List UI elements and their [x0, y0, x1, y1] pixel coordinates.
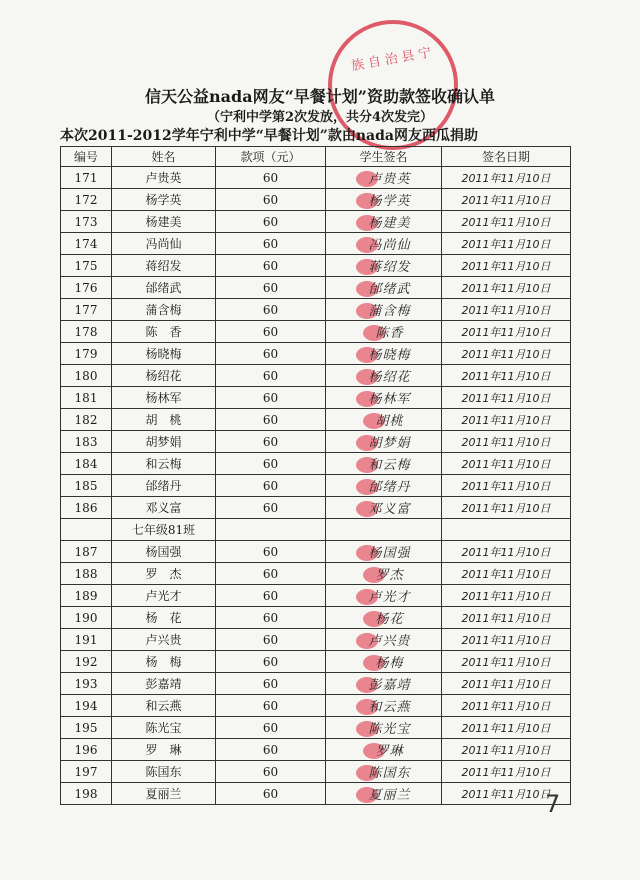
cell-number: 198	[61, 783, 112, 805]
class-section-row	[61, 519, 571, 541]
table-row	[61, 651, 571, 673]
signature-text: 邓义富	[368, 501, 411, 517]
table-row	[61, 541, 571, 563]
cell-sign-date: 2011年11月10日	[442, 365, 571, 387]
cell-number: 179	[61, 343, 112, 365]
cell-signature	[326, 783, 442, 805]
page-number: 7	[545, 790, 561, 818]
cell-name: 彭嘉靖	[112, 673, 216, 695]
table-header-row	[61, 147, 571, 167]
signature-text: 和云梅	[368, 457, 411, 473]
cell-amount: 60	[216, 585, 326, 607]
table-row	[61, 607, 571, 629]
cell-name: 七年级81班	[112, 519, 216, 541]
cell-sign-date: 2011年11月10日	[442, 497, 571, 519]
cell-signature	[326, 761, 442, 783]
signature-text: 陈光宝	[368, 721, 411, 737]
cell-amount: 60	[216, 541, 326, 563]
cell-amount: 60	[216, 717, 326, 739]
table-row	[61, 409, 571, 431]
cell-signature	[326, 211, 442, 233]
cell-signature	[326, 409, 442, 431]
table-row	[61, 431, 571, 453]
cell-number: 188	[61, 563, 112, 585]
cell-amount: 60	[216, 365, 326, 387]
cell-signature	[326, 255, 442, 277]
cell-sign-date: 2011年11月10日	[442, 629, 571, 651]
table-row	[61, 585, 571, 607]
cell-amount: 60	[216, 255, 326, 277]
signature-text: 和云燕	[368, 699, 411, 715]
cell-name: 邰绪丹	[112, 475, 216, 497]
cell-sign-date: 2011年11月10日	[442, 277, 571, 299]
header-sign-date: 签名日期	[442, 147, 571, 167]
signature-text: 胡桃	[375, 413, 404, 429]
signature-text: 陈香	[375, 325, 404, 341]
cell-name: 邓义富	[112, 497, 216, 519]
cell-sign-date: 2011年11月10日	[442, 167, 571, 189]
cell-signature	[326, 629, 442, 651]
cell-amount: 60	[216, 431, 326, 453]
signature-text: 蒋绍发	[368, 259, 411, 275]
cell-sign-date: 2011年11月10日	[442, 255, 571, 277]
cell-signature	[326, 651, 442, 673]
cell-sign-date: 2011年11月10日	[442, 761, 571, 783]
cell-signature	[326, 673, 442, 695]
cell-name: 卢兴贵	[112, 629, 216, 651]
cell-number	[61, 519, 112, 541]
cell-number: 182	[61, 409, 112, 431]
cell-sign-date: 2011年11月10日	[442, 673, 571, 695]
cell-name: 杨国强	[112, 541, 216, 563]
cell-signature	[326, 453, 442, 475]
table-row	[61, 277, 571, 299]
cell-sign-date: 2011年11月10日	[442, 431, 571, 453]
cell-amount: 60	[216, 189, 326, 211]
cell-name: 卢贵英	[112, 167, 216, 189]
cell-sign-date: 2011年11月10日	[442, 651, 571, 673]
cell-number: 195	[61, 717, 112, 739]
document-title: 信天公益nada网友“早餐计划”资助款签收确认单	[145, 87, 495, 106]
cell-signature	[326, 277, 442, 299]
cell-signature	[326, 387, 442, 409]
signature-text: 杨建美	[368, 215, 411, 231]
table-row	[61, 365, 571, 387]
cell-number: 177	[61, 299, 112, 321]
signature-text: 杨国强	[368, 545, 411, 561]
table-row	[61, 343, 571, 365]
cell-number: 192	[61, 651, 112, 673]
table-row	[61, 299, 571, 321]
cell-amount	[216, 519, 326, 541]
cell-sign-date: 2011年11月10日	[442, 189, 571, 211]
table-row	[61, 629, 571, 651]
cell-amount: 60	[216, 321, 326, 343]
cell-number: 174	[61, 233, 112, 255]
header-amount: 款项（元）	[216, 147, 326, 167]
cell-number: 173	[61, 211, 112, 233]
signature-text: 杨林军	[368, 391, 411, 407]
cell-signature	[326, 497, 442, 519]
table-row	[61, 497, 571, 519]
cell-number: 175	[61, 255, 112, 277]
table-row	[61, 167, 571, 189]
cell-number: 183	[61, 431, 112, 453]
cell-sign-date: 2011年11月10日	[442, 409, 571, 431]
table-row	[61, 673, 571, 695]
cell-sign-date	[442, 519, 571, 541]
cell-name: 夏丽兰	[112, 783, 216, 805]
signature-text: 冯尚仙	[368, 237, 411, 253]
cell-amount: 60	[216, 563, 326, 585]
cell-amount: 60	[216, 299, 326, 321]
cell-amount: 60	[216, 409, 326, 431]
cell-sign-date: 2011年11月10日	[442, 783, 571, 805]
table-row	[61, 475, 571, 497]
signature-text: 卢光才	[368, 589, 411, 605]
cell-name: 和云梅	[112, 453, 216, 475]
cell-amount: 60	[216, 607, 326, 629]
cell-sign-date: 2011年11月10日	[442, 585, 571, 607]
cell-name: 罗 琳	[112, 739, 216, 761]
cell-sign-date: 2011年11月10日	[442, 695, 571, 717]
cell-name: 杨绍花	[112, 365, 216, 387]
cell-signature	[326, 475, 442, 497]
table-row	[61, 717, 571, 739]
cell-signature	[326, 189, 442, 211]
cell-name: 杨 花	[112, 607, 216, 629]
signature-text: 陈国东	[368, 765, 411, 781]
cell-name: 胡 桃	[112, 409, 216, 431]
cell-number: 171	[61, 167, 112, 189]
cell-sign-date: 2011年11月10日	[442, 739, 571, 761]
cell-sign-date: 2011年11月10日	[442, 211, 571, 233]
cell-signature	[326, 585, 442, 607]
cell-signature	[326, 233, 442, 255]
signature-text: 夏丽兰	[368, 787, 411, 803]
cell-amount: 60	[216, 475, 326, 497]
cell-name: 蒲含梅	[112, 299, 216, 321]
donation-caption: 本次2011-2012学年宁利中学“早餐计划”款由nada网友西瓜捐助	[60, 128, 478, 144]
signature-text: 杨学英	[368, 193, 411, 209]
cell-amount: 60	[216, 233, 326, 255]
header-name: 姓名	[112, 147, 216, 167]
cell-amount: 60	[216, 761, 326, 783]
cell-amount: 60	[216, 629, 326, 651]
cell-amount: 60	[216, 497, 326, 519]
cell-name: 杨建美	[112, 211, 216, 233]
cell-sign-date: 2011年11月10日	[442, 233, 571, 255]
cell-signature	[326, 739, 442, 761]
cell-number: 193	[61, 673, 112, 695]
cell-number: 178	[61, 321, 112, 343]
cell-name: 卢光才	[112, 585, 216, 607]
cell-signature	[326, 365, 442, 387]
cell-signature	[326, 563, 442, 585]
cell-number: 196	[61, 739, 112, 761]
header-signature: 学生签名	[326, 147, 442, 167]
cell-name: 陈光宝	[112, 717, 216, 739]
cell-signature	[326, 431, 442, 453]
cell-name: 和云燕	[112, 695, 216, 717]
cell-number: 172	[61, 189, 112, 211]
table-row	[61, 453, 571, 475]
cell-sign-date: 2011年11月10日	[442, 717, 571, 739]
signature-text: 邰绪武	[368, 281, 411, 297]
table-row	[61, 739, 571, 761]
table-row	[61, 321, 571, 343]
cell-name: 胡梦娟	[112, 431, 216, 453]
table-row	[61, 761, 571, 783]
cell-name: 杨晓梅	[112, 343, 216, 365]
table-row	[61, 695, 571, 717]
cell-sign-date: 2011年11月10日	[442, 321, 571, 343]
table-row	[61, 211, 571, 233]
cell-number: 191	[61, 629, 112, 651]
cell-number: 194	[61, 695, 112, 717]
cell-amount: 60	[216, 387, 326, 409]
cell-number: 190	[61, 607, 112, 629]
cell-name: 蒋绍发	[112, 255, 216, 277]
cell-name: 罗 杰	[112, 563, 216, 585]
cell-name: 陈国东	[112, 761, 216, 783]
cell-number: 186	[61, 497, 112, 519]
cell-sign-date: 2011年11月10日	[442, 343, 571, 365]
signature-text: 杨花	[375, 611, 404, 627]
cell-number: 197	[61, 761, 112, 783]
table-row	[61, 387, 571, 409]
cell-amount: 60	[216, 167, 326, 189]
cell-signature	[326, 541, 442, 563]
cell-name: 杨林军	[112, 387, 216, 409]
cell-signature	[326, 299, 442, 321]
cell-sign-date: 2011年11月10日	[442, 453, 571, 475]
signature-text: 邰绪丹	[368, 479, 411, 495]
cell-sign-date: 2011年11月10日	[442, 387, 571, 409]
cell-signature	[326, 519, 442, 541]
cell-number: 176	[61, 277, 112, 299]
cell-amount: 60	[216, 783, 326, 805]
cell-sign-date: 2011年11月10日	[442, 541, 571, 563]
signature-text: 胡梦娟	[368, 435, 411, 451]
cell-number: 181	[61, 387, 112, 409]
table-row	[61, 783, 571, 805]
cell-number: 187	[61, 541, 112, 563]
cell-number: 184	[61, 453, 112, 475]
signature-text: 彭嘉靖	[368, 677, 411, 693]
cell-number: 185	[61, 475, 112, 497]
cell-amount: 60	[216, 739, 326, 761]
cell-amount: 60	[216, 453, 326, 475]
cell-signature	[326, 695, 442, 717]
cell-amount: 60	[216, 673, 326, 695]
cell-sign-date: 2011年11月10日	[442, 607, 571, 629]
signature-text: 杨梅	[375, 655, 404, 671]
receipt-table	[60, 146, 571, 805]
cell-signature	[326, 717, 442, 739]
cell-amount: 60	[216, 695, 326, 717]
cell-name: 邰绪武	[112, 277, 216, 299]
cell-amount: 60	[216, 651, 326, 673]
cell-amount: 60	[216, 211, 326, 233]
table-row	[61, 233, 571, 255]
cell-number: 180	[61, 365, 112, 387]
signature-text: 卢兴贵	[368, 633, 411, 649]
cell-sign-date: 2011年11月10日	[442, 475, 571, 497]
cell-name: 杨 梅	[112, 651, 216, 673]
seal-text: 族自治县宁	[350, 44, 437, 75]
signature-text: 卢贵英	[368, 171, 411, 187]
cell-number: 189	[61, 585, 112, 607]
cell-signature	[326, 321, 442, 343]
cell-name: 陈 香	[112, 321, 216, 343]
header-number: 编号	[61, 147, 112, 167]
cell-name: 杨学英	[112, 189, 216, 211]
signature-text: 蒲含梅	[368, 303, 411, 319]
cell-name: 冯尚仙	[112, 233, 216, 255]
cell-sign-date: 2011年11月10日	[442, 299, 571, 321]
signature-text: 罗杰	[375, 567, 404, 583]
cell-signature	[326, 167, 442, 189]
table-row	[61, 563, 571, 585]
cell-amount: 60	[216, 277, 326, 299]
table-row	[61, 189, 571, 211]
cell-amount: 60	[216, 343, 326, 365]
signature-text: 罗琳	[375, 743, 404, 759]
cell-sign-date: 2011年11月10日	[442, 563, 571, 585]
document-subtitle: （宁利中学第2次发放，共分4次发完）	[206, 110, 434, 125]
cell-signature	[326, 607, 442, 629]
table-row	[61, 255, 571, 277]
cell-signature	[326, 343, 442, 365]
signature-text: 杨绍花	[368, 369, 411, 385]
signature-text: 杨晓梅	[368, 347, 411, 363]
